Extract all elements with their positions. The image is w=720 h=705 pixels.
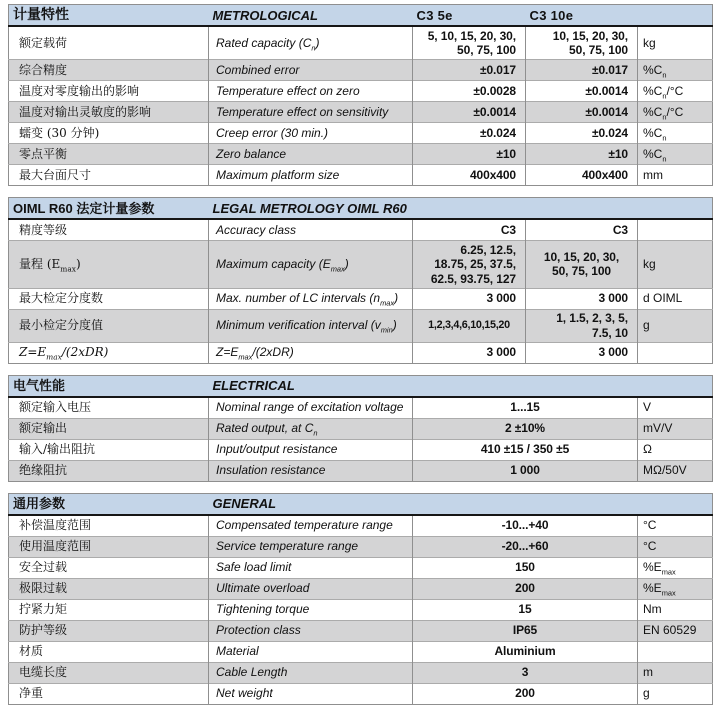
label-zh: 拧紧力矩: [9, 599, 209, 620]
value-c3-10e: ±0.0014: [526, 81, 638, 102]
spec-sections: [8, 4, 712, 705]
unit: [638, 342, 713, 363]
spec-row: [9, 683, 713, 704]
unit: °C: [638, 536, 713, 557]
unit: m: [638, 662, 713, 683]
label-zh: 使用温度范围: [9, 536, 209, 557]
section-header-row: [9, 198, 713, 220]
value-c3-5e: 1,2,3,4,6,10,15,20: [413, 309, 526, 342]
label-en: Nominal range of excitation voltage: [209, 397, 413, 419]
unit: $\%E_{max}$: [638, 578, 713, 599]
unit: [638, 641, 713, 662]
label-zh: 极限过载: [9, 578, 209, 599]
label-zh: 温度对输出灵敏度的影响: [9, 102, 209, 123]
label-en: Insulation resistance: [209, 460, 413, 481]
value-both-models: 150: [413, 557, 638, 578]
label-zh: 材质: [9, 641, 209, 662]
spec-row: [9, 515, 713, 537]
value-c3-10e: ±0.017: [526, 60, 638, 81]
value-both-models: Aluminium: [413, 641, 638, 662]
section-title-zh: 通用参数: [9, 493, 209, 515]
unit: Ω: [638, 439, 713, 460]
section-title-en: LEGAL METROLOGY OIML R60: [209, 198, 713, 220]
label-zh: 额定输入电压: [19, 400, 92, 415]
value-c3-5e: C3: [413, 219, 526, 241]
label-en: Cable Length: [209, 662, 413, 683]
spec-table-metrological: [8, 4, 713, 186]
label-zh: 输入/输出阻抗: [9, 439, 209, 460]
unit: kg: [638, 26, 713, 60]
value-both-models: 1 000: [413, 460, 638, 481]
spec-row: [9, 557, 713, 578]
value-c3-5e: ±0.024: [413, 123, 526, 144]
label-zh: 绝缘阻抗: [9, 460, 209, 481]
label-en: Creep error (30 min.): [209, 123, 413, 144]
label-zh: 安全过载: [9, 557, 209, 578]
spec-table-general: [8, 493, 713, 705]
spec-row: [9, 662, 713, 683]
spec-row: [9, 60, 713, 81]
value-c3-5e: 400x400: [413, 165, 526, 186]
label-zh: 最大检定分度数: [9, 288, 209, 309]
spec-row: [9, 460, 713, 481]
label-en: Temperature effect on zero: [209, 81, 413, 102]
label-en: Service temperature range: [209, 536, 413, 557]
value-both-models: 2 ±10%: [413, 418, 638, 439]
unit: g: [638, 309, 713, 342]
value-both-models: IP65: [413, 620, 638, 641]
label-en: Safe load limit: [209, 557, 413, 578]
value-c3-5e: 3 000: [413, 342, 526, 363]
spec-row: [9, 620, 713, 641]
label-zh: 零点平衡: [9, 144, 209, 165]
value-both-models: 200: [413, 578, 638, 599]
label-zh: 综合精度: [9, 60, 209, 81]
label-zh: 最大台面尺寸: [9, 165, 209, 186]
label-en: Rated capacity $(C_n)$: [209, 26, 413, 60]
label-zh: 额定输出: [9, 418, 209, 439]
value-both-models: 200: [413, 683, 638, 704]
spec-row: [9, 418, 713, 439]
value-both-models: -20...+60: [413, 536, 638, 557]
value-c3-10e: C3: [526, 219, 638, 241]
value-c3-10e: 1, 1.5, 2, 3, 5, 7.5, 10: [526, 309, 638, 342]
spec-row: [9, 288, 713, 309]
label-zh: 防护等级: [9, 620, 209, 641]
spec-row: [9, 309, 713, 342]
label-zh: 最小检定分度值: [9, 309, 209, 342]
label-en: Accuracy class: [209, 219, 413, 241]
label-en: Maximum capacity $(E_{max})$: [209, 241, 413, 289]
spec-table-oiml-r60: [8, 197, 713, 364]
unit: °C: [638, 515, 713, 537]
value-c3-10e: 3 000: [526, 288, 638, 309]
unit: d OIML: [638, 288, 713, 309]
section-title-en: ELECTRICAL: [209, 375, 713, 397]
spec-row: [9, 81, 713, 102]
value-c3-5e: ±0.0028: [413, 81, 526, 102]
spec-row: [9, 397, 713, 419]
spec-row: [9, 219, 713, 241]
label-en: $Z=E_{max}/(2xDR)$: [209, 342, 413, 363]
value-c3-5e: ±0.0014: [413, 102, 526, 123]
value-c3-10e: ±0.024: [526, 123, 638, 144]
unit: [638, 219, 713, 241]
label-en: Input/output resistance: [209, 439, 413, 460]
unit: $\%C_n$: [638, 144, 713, 165]
value-both-models: -10...+40: [413, 515, 638, 537]
label-zh: 净重: [9, 683, 209, 704]
spec-row: [9, 123, 713, 144]
section-title-en: GENERAL: [209, 493, 713, 515]
unit: $\%C_n$: [638, 123, 713, 144]
spec-row: [9, 536, 713, 557]
model-c3-5e-header: C3 5e: [413, 5, 526, 27]
label-en: Tightening torque: [209, 599, 413, 620]
spec-row: [9, 102, 713, 123]
value-c3-5e: ±0.017: [413, 60, 526, 81]
unit: mm: [638, 165, 713, 186]
label-en: Zero balance: [209, 144, 413, 165]
section-title-en: METROLOGICAL: [209, 5, 413, 27]
spec-row: [9, 641, 713, 662]
unit: EN 60529: [638, 620, 713, 641]
label-en: Material: [209, 641, 413, 662]
label-en: Maximum platform size: [209, 165, 413, 186]
unit: V: [638, 397, 713, 419]
spec-row: [9, 165, 713, 186]
value-both-models: 410 ±15 / 350 ±5: [413, 439, 638, 460]
label-zh: 温度对零度输出的影响: [9, 81, 209, 102]
unit: $\%C_n$: [638, 60, 713, 81]
spec-row: [9, 144, 713, 165]
value-c3-10e: 10, 15, 20, 30, 50, 75, 100: [526, 26, 638, 60]
value-c3-5e: ±10: [413, 144, 526, 165]
value-c3-5e: 3 000: [413, 288, 526, 309]
value-both-models: 15: [413, 599, 638, 620]
label-en: Temperature effect on sensitivity: [209, 102, 413, 123]
spec-table-electrical: [8, 375, 713, 482]
spec-row: [9, 26, 713, 60]
spec-row: [9, 439, 713, 460]
value-c3-10e: ±10: [526, 144, 638, 165]
value-both-models: 3: [413, 662, 638, 683]
label-zh: 量程 $(E_{max})$: [9, 241, 209, 289]
label-en: Rated output, at $C_n$: [209, 418, 413, 439]
header-units-spacer: [638, 5, 713, 27]
unit: $\%E_{max}$: [638, 557, 713, 578]
spec-row: [9, 578, 713, 599]
label-zh: 蠕变 (30 分钟): [9, 123, 209, 144]
label-en: Combined error: [209, 60, 413, 81]
label-en: Protection class: [209, 620, 413, 641]
label-en: Net weight: [209, 683, 413, 704]
section-header-row: [9, 493, 713, 515]
section-title-zh: 电气性能: [9, 375, 209, 397]
value-c3-10e: ±0.0014: [526, 102, 638, 123]
unit: g: [638, 683, 713, 704]
label-en: Ultimate overload: [209, 578, 413, 599]
section-header-row: [9, 375, 713, 397]
value-c3-10e: 10, 15, 20, 30, 50, 75, 100: [526, 241, 638, 289]
value-c3-5e: 6.25, 12.5, 18.75, 25, 37.5, 62.5, 93.75, 127: [413, 241, 526, 289]
label-en: Max. number of LC intervals $(n_{max})$: [209, 288, 413, 309]
label-en: Compensated temperature range: [209, 515, 413, 537]
label-zh: 精度等级: [19, 222, 68, 237]
section-header-row: [9, 5, 713, 27]
section-title-zh: 计量特性: [9, 5, 209, 27]
value-c3-10e: 3 000: [526, 342, 638, 363]
unit: kg: [638, 241, 713, 289]
spec-row: [9, 241, 713, 289]
section-title-zh: OIML R60 法定计量参数: [9, 198, 209, 220]
unit: mV/V: [638, 418, 713, 439]
unit: Nm: [638, 599, 713, 620]
value-both-models: 1...15: [413, 397, 638, 419]
value-c3-5e: 5, 10, 15, 20, 30, 50, 75, 100: [413, 26, 526, 60]
label-zh: 电缆长度: [9, 662, 209, 683]
label-zh: $Z=E_{max}/(2xDR)$: [9, 342, 209, 363]
value-c3-10e: 400x400: [526, 165, 638, 186]
model-c3-10e-header: C3 10e: [526, 5, 638, 27]
spec-row: [9, 599, 713, 620]
unit: MΩ/50V: [638, 460, 713, 481]
unit: $\%C_n/^\circ C$: [638, 81, 713, 102]
label-zh: 补偿温度范围: [19, 518, 92, 533]
label-en: Minimum verification interval $(v_{min})$: [209, 309, 413, 342]
spec-row: [9, 342, 713, 363]
unit: $\%C_n/^\circ C$: [638, 102, 713, 123]
label-zh: 额定载荷: [19, 35, 68, 50]
